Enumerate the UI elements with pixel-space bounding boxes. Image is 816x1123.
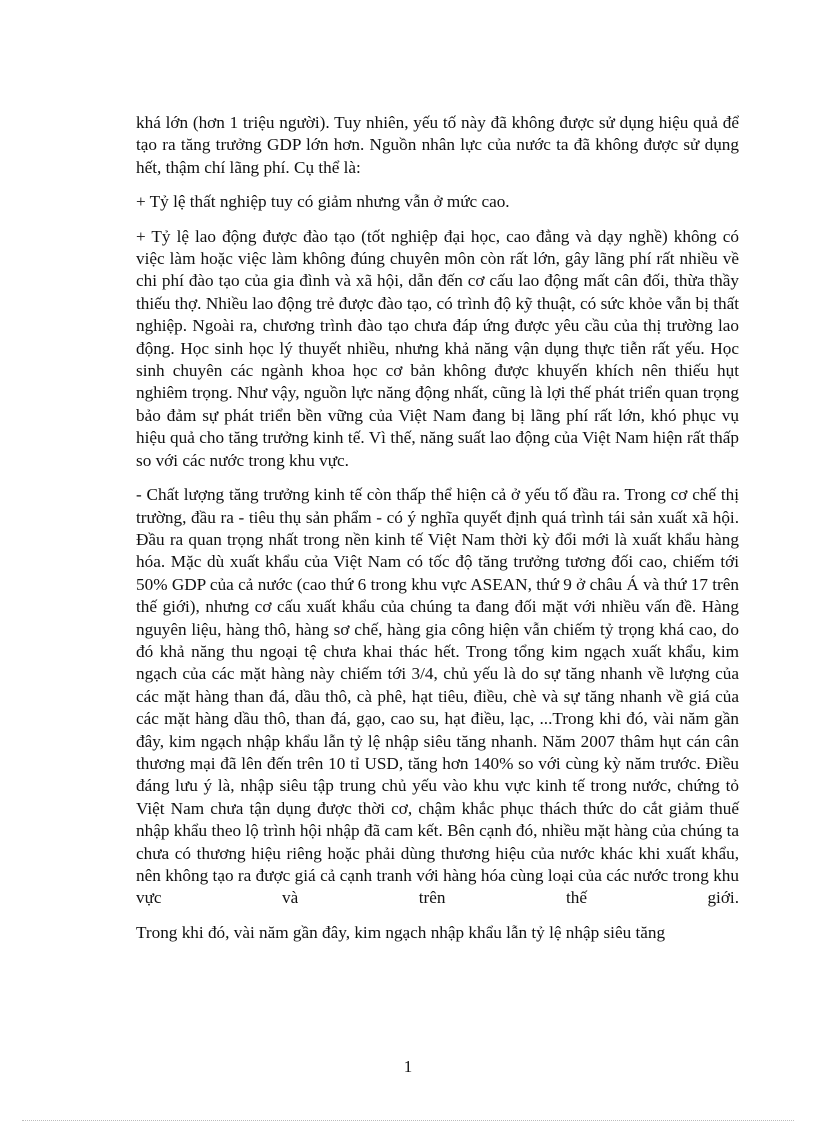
- paragraph-trained-labor: + Tỷ lệ lao động được đào tạo (tốt nghiệp đại học, cao đẳng và dạy nghề) không có việc làm hoặc việc làm không đúng chuyên môn còn rất lớn, gây lãng phí rất nhiều về chi phí đào tạo của gia đình và xã hội, dẫn đến cơ cấu lao động mất cân đối, thừa thầy thiếu thợ. Nhiều lao động trẻ được đào tạo, có trình độ kỹ thuật, có sức khỏe vẫn bị thất nghiệp. Ngoài ra, chương trình đào tạo chưa đáp ứng được yêu cầu của thị trường lao động. Học sinh học lý thuyết nhiều, nhưng khả năng vận dụng thực tiễn rất yếu. Học sinh chuyên các ngành khoa học cơ bản không được khuyến khích nên thiếu hụt nghiêm trọng. Như vậy, nguồn lực năng động nhất, cũng là lợi thế phát triển quan trọng bảo đảm sự phát triển bền vững của Việt Nam đang bị lãng phí rất lớn, khó phục vụ hiệu quả cho tăng trưởng kinh tế. Vì thế, năng suất lao động của Việt Nam hiện rất thấp so với các nước trong khu vực.: [136, 226, 739, 470]
- paragraph-growth-quality-output: - Chất lượng tăng trưởng kinh tế còn thấp thể hiện cả ở yếu tố đầu ra. Trong cơ chế thị trường, đầu ra - tiêu thụ sản phẩm - có ý nghĩa quyết định quá trình tái sản xuất xã hội. Đầu ra quan trọng nhất trong nền kinh tế Việt Nam thời kỳ đổi mới là xuất khẩu hàng hóa. Mặc dù xuất khẩu của Việt Nam có tốc độ tăng trưởng tương đối cao, chiếm tới 50% GDP của cả nước (cao thứ 6 trong khu vực ASEAN, thứ 9 ở châu Á và thứ 17 trên thế giới), nhưng cơ cấu xuất khẩu của chúng ta đang đối mặt với nhiều vấn đề. Hàng nguyên liệu, hàng thô, hàng sơ chế, hàng gia công hiện vẫn chiếm tỷ trọng khá cao, do đó khả năng thu ngoại tệ chưa khai thác hết. Trong tổng kim ngạch xuất khẩu, kim ngạch của các mặt hàng này chiếm tới 3/4, chủ yếu là do sự tăng nhanh về lượng của các mặt hàng than đá, dầu thô, cà phê, hạt tiêu, điều, chè và sự tăng nhanh về giá của các mặt hàng dầu thô, than đá, gạo, cao su, hạt điều, lạc, ...Trong khi đó, vài năm gần đây, kim ngạch nhập khẩu lẫn tỷ lệ nhập siêu tăng nhanh. Năm 2007 thâm hụt cán cân thương mại đã lên đến trên 10 tỉ USD, tăng hơn 140% so với cùng kỳ năm trước. Điều đáng lưu ý là, nhập siêu tập trung chủ yếu vào khu vực kinh tế trong nước, chứng tỏ Việt Nam chưa tận dụng được thời cơ, chậm khắc phục thách thức do cắt giảm thuế nhập khẩu theo lộ trình hội nhập đã cam kết. Bên cạnh đó, nhiều mặt hàng của chúng ta chưa có thương hiệu riêng hoặc phải dùng thương hiệu của nước khác khi xuất khẩu, nên không tạo ra được giá cả cạnh tranh với hàng hóa cùng loại của các nước trong khu vực và trên thế giới.: [136, 485, 739, 908]
- paragraph-unemployment-rate: + Tỷ lệ thất nghiệp tuy có giảm nhưng vẫn ở mức cao.: [136, 192, 510, 212]
- page-number: 1: [403, 1057, 413, 1076]
- page-bottom-divider: [22, 1120, 794, 1121]
- document-body: [136, 112, 739, 956]
- paragraph-labor-resources: khá lớn (hơn 1 triệu người). Tuy nhiên, yếu tố này đã không được sử dụng hiệu quả để tạo ra tăng trưởng GDP lớn hơn. Nguồn nhân lực của nước ta đã không được sử dụng hết, thậm chí lãng phí. Cụ thể là:: [136, 113, 739, 177]
- paragraph-import-trend: Trong khi đó, vài năm gần đây, kim ngạch nhập khẩu lẫn tỷ lệ nhập siêu tăng: [136, 922, 666, 942]
